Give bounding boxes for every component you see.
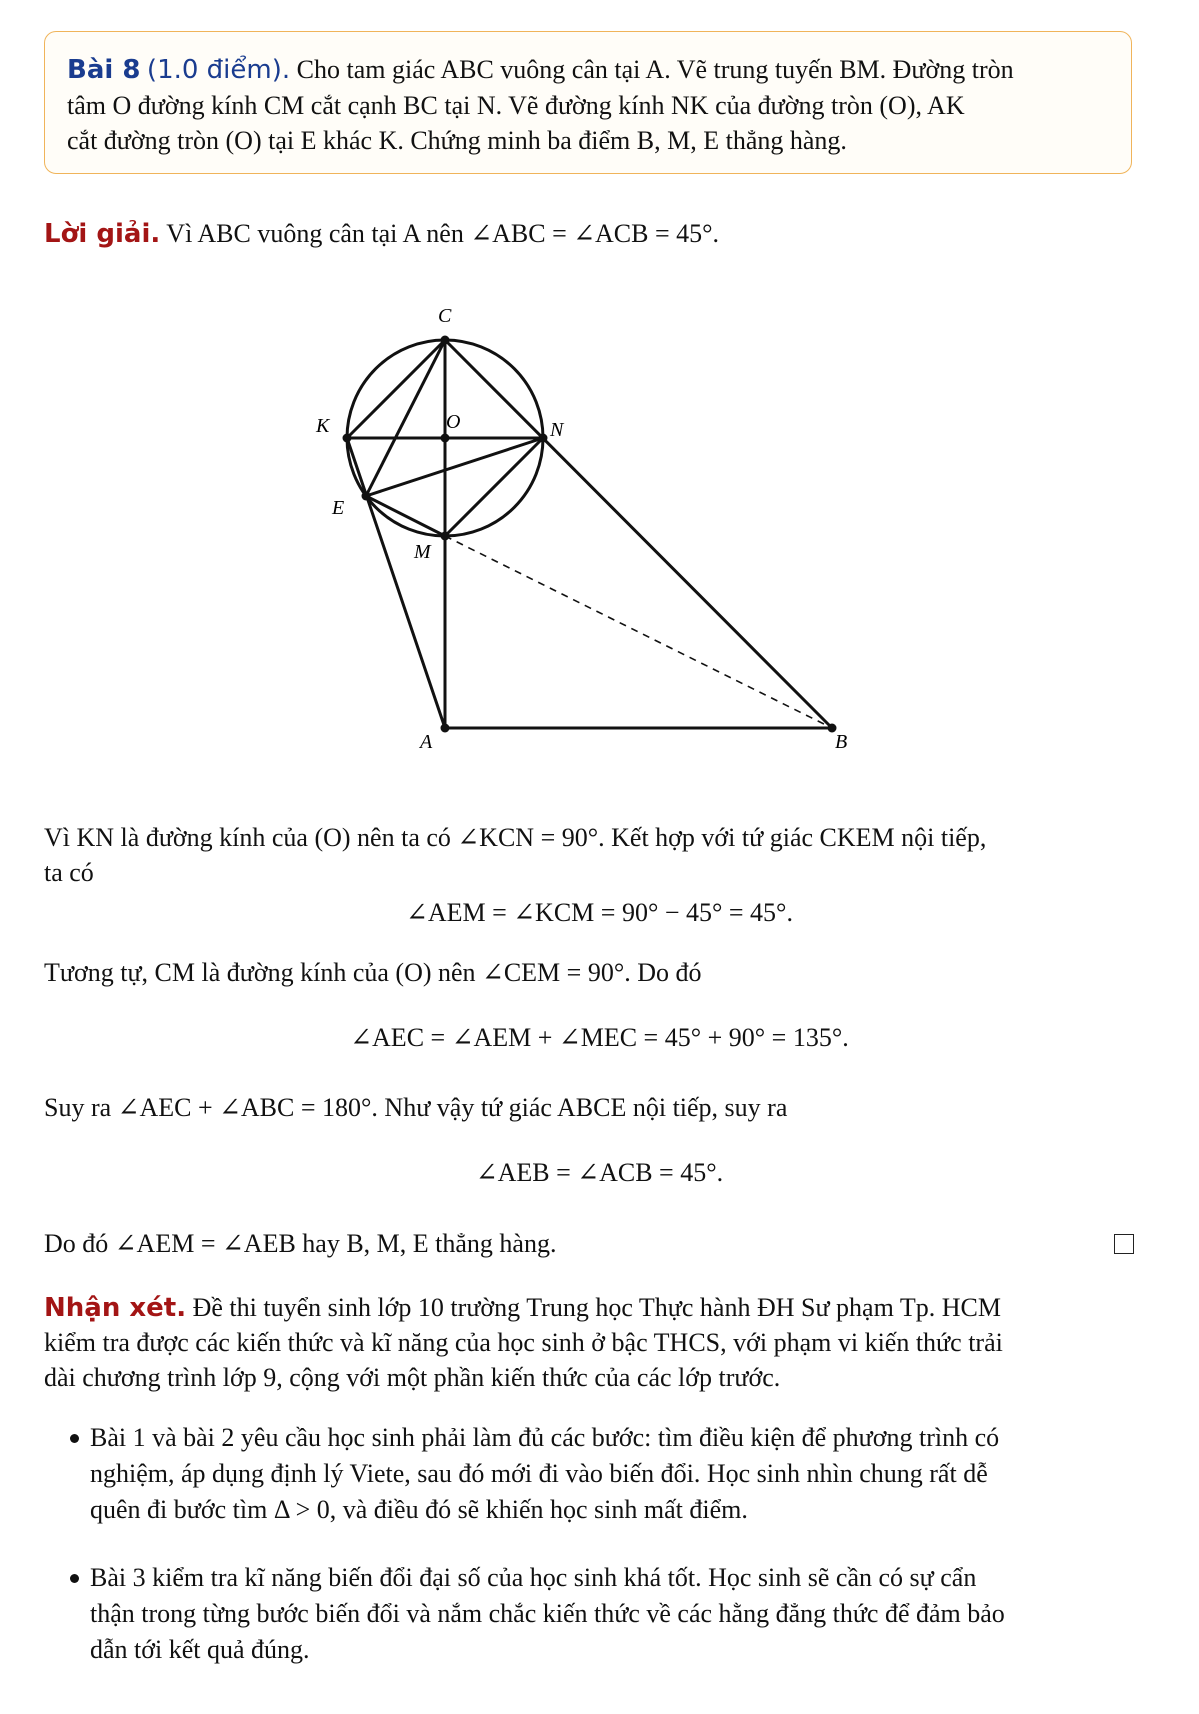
point-c (441, 336, 450, 345)
segment-bc (445, 340, 832, 728)
equation-1: ∠AEM = ∠KCM = 90° − 45° = 45°. (406, 898, 793, 927)
segment-mb-dashed (445, 536, 832, 728)
bullet-1-line-3: quên đi bước tìm Δ > 0, và điều đó sẽ khiến học sinh mất điểm. (90, 1495, 748, 1524)
point-m (441, 532, 450, 541)
equation-3: ∠AEB = ∠ACB = 45°. (475, 1158, 724, 1187)
bullet-icon (70, 1434, 79, 1443)
problem-line-1 (67, 52, 1109, 88)
geometry-figure (300, 290, 860, 750)
bullet-item-2 (90, 1560, 1140, 1668)
label-m: M (414, 541, 431, 563)
problem-box (44, 31, 1132, 174)
solution-heading: Lời giải. (44, 219, 161, 249)
point-k (343, 434, 352, 443)
bullet-icon (70, 1574, 79, 1583)
remark-text-line-1: Đề thi tuyển sinh lớp 10 trường Trung học Thực hành ĐH Sư phạm Tp. HCM (192, 1293, 1001, 1322)
problem-heading: Bài 8 (67, 55, 141, 85)
label-e: E (332, 497, 345, 519)
step1-line-2: ta có (44, 858, 94, 887)
bullet-2-line-2: thận trong từng bước biến đổi và nắm chắc kiến thức về các hằng đẳng thức để đảm bảo (90, 1599, 1005, 1628)
solution-intro: Vì ABC vuông cân tại A nên ∠ABC = ∠ACB = 45°. (166, 219, 720, 248)
equation-2: ∠AEC = ∠AEM + ∠MEC = 45° + 90° = 135°. (350, 1023, 849, 1052)
label-o: O (446, 411, 461, 433)
remark-line-1 (44, 1290, 1144, 1326)
bullet-2-line-1: Bài 3 kiểm tra kĩ năng biến đổi đại số của học sinh khá tốt. Học sinh sẽ cần có sự cẩn (90, 1563, 977, 1592)
point-o (441, 434, 450, 443)
label-n: N (550, 419, 564, 441)
label-b: B (835, 731, 848, 750)
problem-text-line-3: cắt đường tròn (O) tại E khác K. Chứng minh ba điểm B, M, E thẳng hàng. (67, 126, 847, 155)
remark-heading: Nhận xét. (44, 1293, 187, 1323)
solution-intro-paragraph (44, 216, 1144, 252)
point-n (539, 434, 548, 443)
problem-text-line-1: Cho tam giác ABC vuông cân tại A. Vẽ trung tuyến BM. Đường tròn (296, 55, 1014, 84)
problem-text-line-2: tâm O đường kính CM cắt cạnh BC tại N. Vẽ đường kính NK của đường tròn (O), AK (67, 91, 965, 120)
label-a: A (420, 731, 433, 750)
bullet-1-line-1: Bài 1 và bài 2 yêu cầu học sinh phải làm đủ các bước: tìm điều kiện để phương trình có (90, 1423, 1000, 1452)
bullet-item-1 (90, 1420, 1140, 1528)
conclusion-line: Do đó ∠AEM = ∠AEB hay B, M, E thẳng hàng. (44, 1229, 557, 1258)
label-k: K (316, 415, 330, 437)
qed-square-icon (1114, 1234, 1134, 1254)
problem-points: (1.0 điểm). (146, 55, 291, 85)
remark-text-line-3: dài chương trình lớp 9, cộng với một phần kiến thức của các lớp trước. (44, 1363, 781, 1392)
problem-statement (67, 52, 1109, 158)
point-a (441, 724, 450, 733)
step3-line: Suy ra ∠AEC + ∠ABC = 180°. Như vậy tứ giác ABCE nội tiếp, suy ra (44, 1093, 788, 1122)
label-c: C (438, 305, 452, 327)
step2-line: Tương tự, CM là đường kính của (O) nên ∠CEM = 90°. Do đó (44, 958, 702, 987)
point-e (362, 492, 371, 501)
bullet-2-line-3: dẫn tới kết quả đúng. (90, 1635, 310, 1664)
segment-ak (347, 438, 445, 728)
step1-line-1: Vì KN là đường kính của (O) nên ta có ∠KCN = 90°. Kết hợp với tứ giác CKEM nội tiếp, (44, 823, 987, 852)
remark-text-line-2: kiểm tra được các kiến thức và kĩ năng của học sinh ở bậc THCS, với phạm vi kiến thức trải (44, 1328, 1003, 1357)
bullet-1-line-2: nghiệm, áp dụng định lý Viete, sau đó mới đi vào biến đổi. Học sinh nhìn chung rất dễ (90, 1459, 988, 1488)
